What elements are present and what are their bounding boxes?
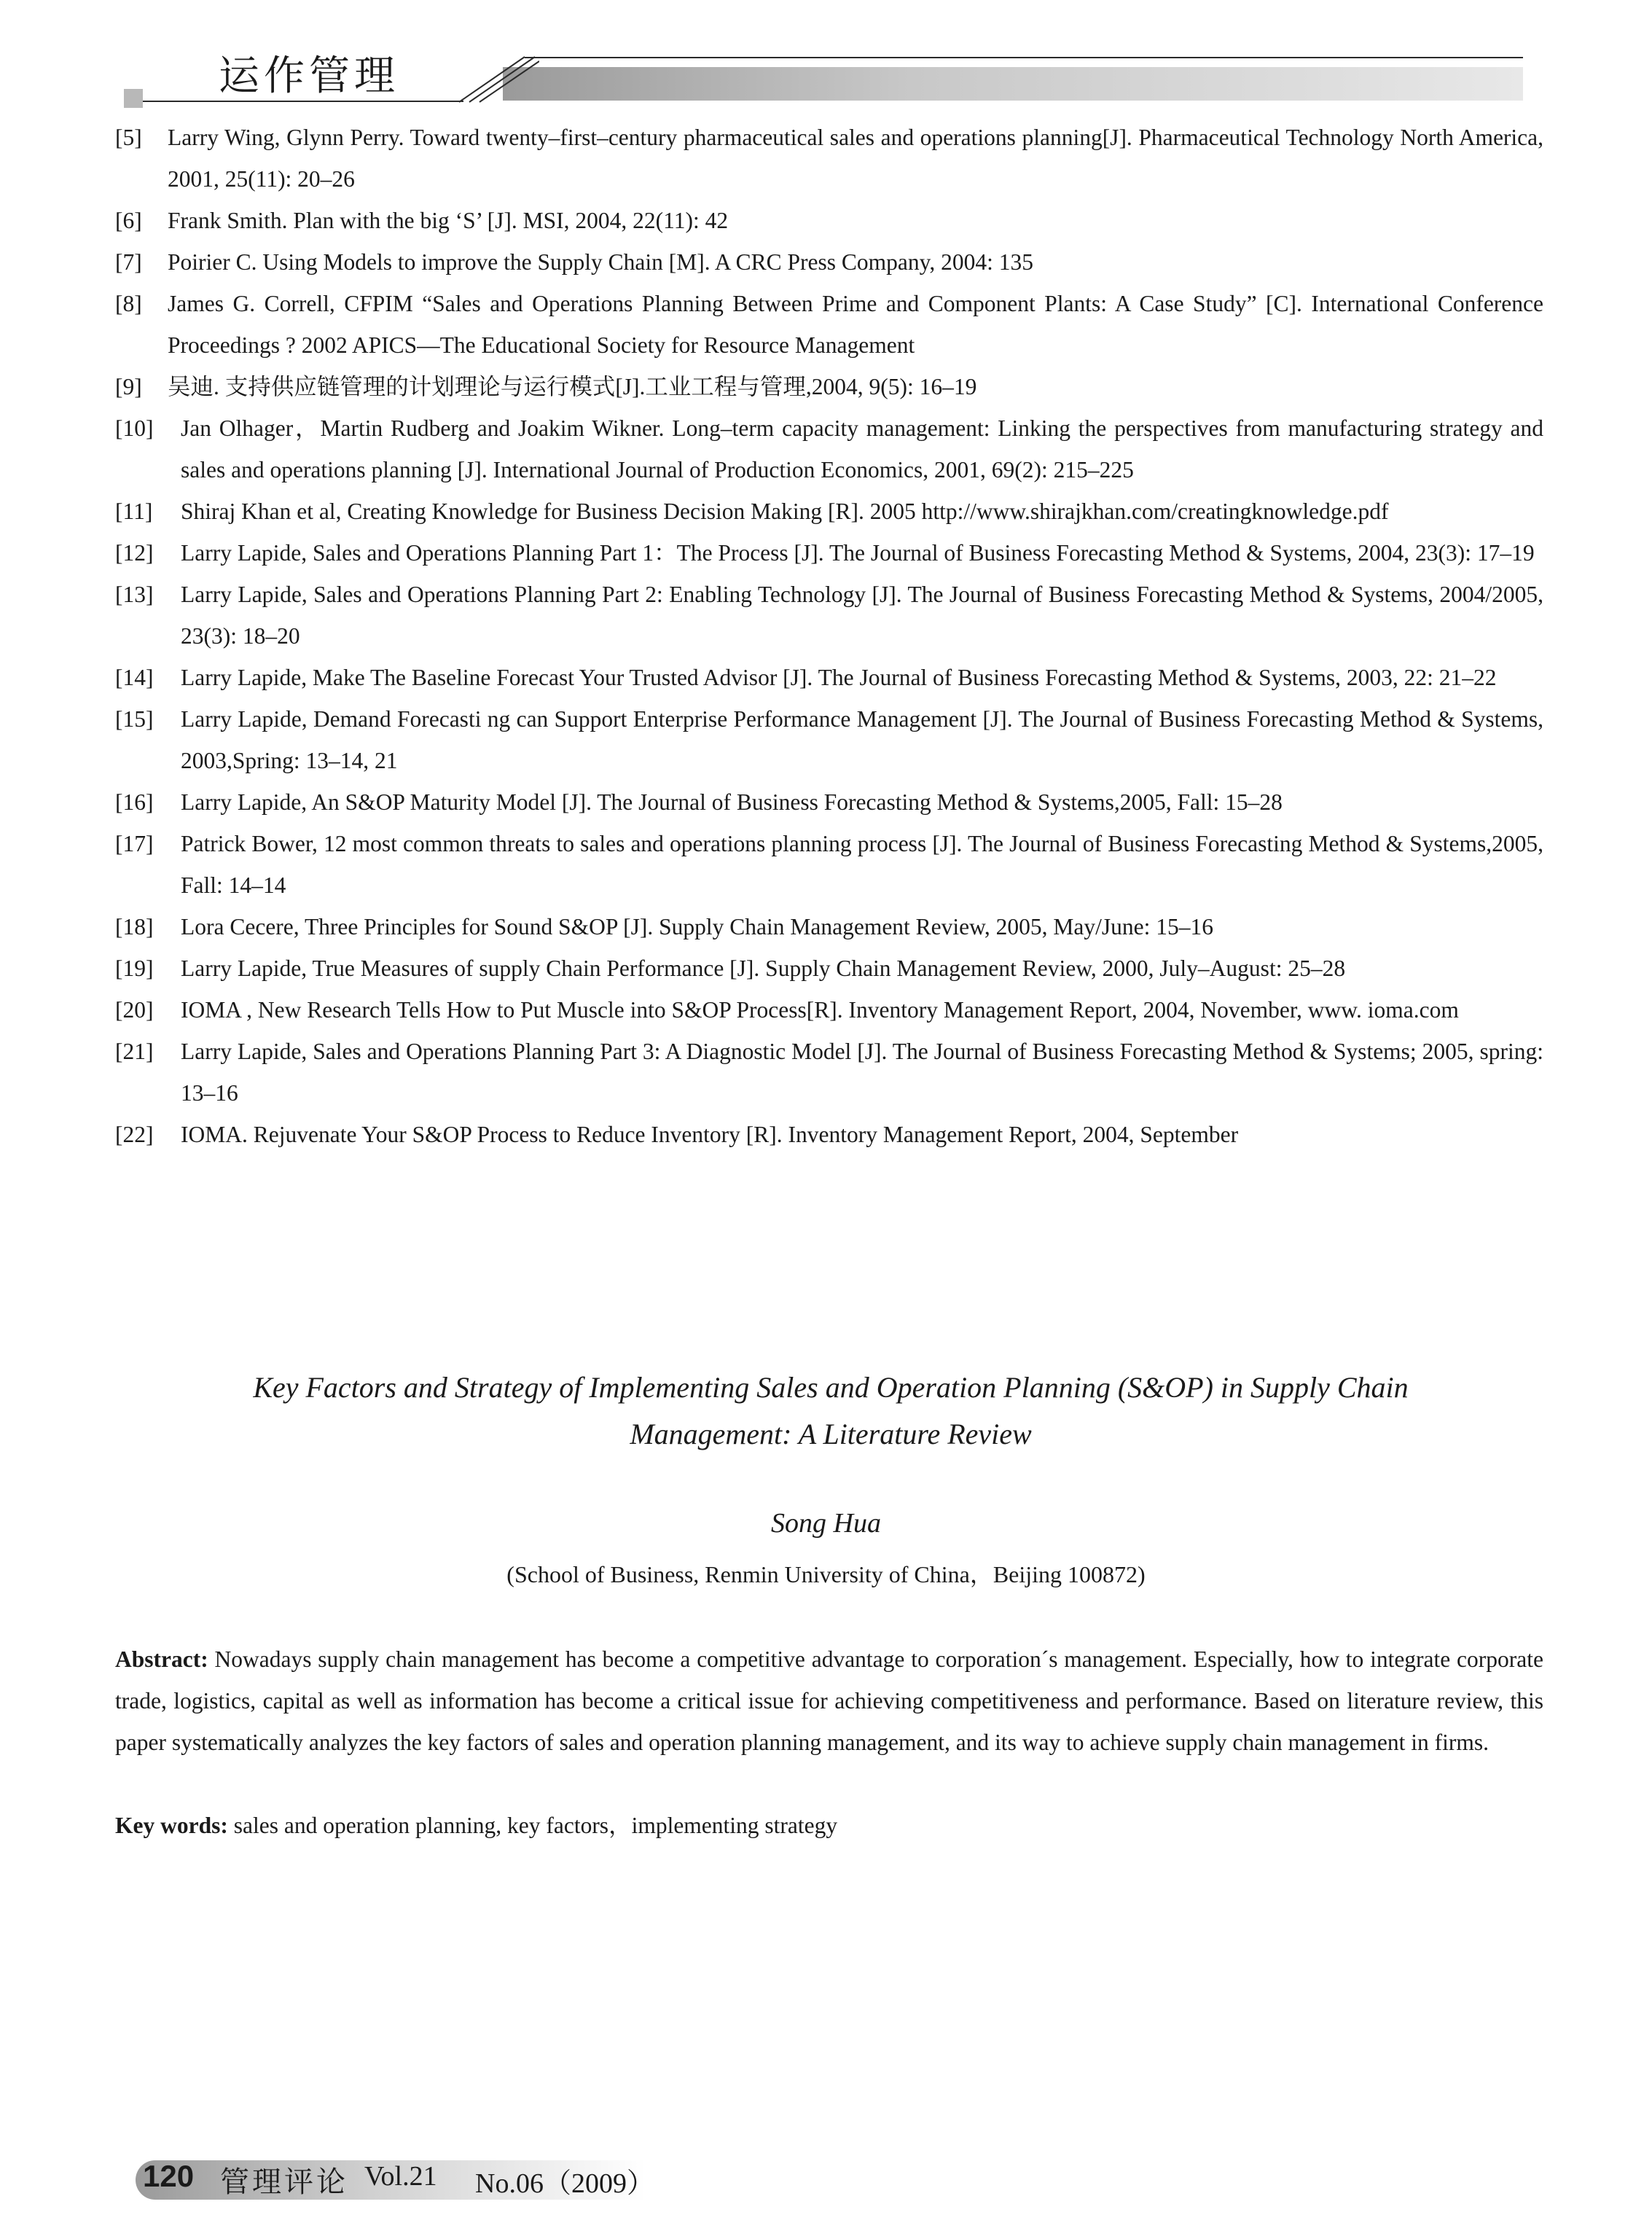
reference-item (115, 1031, 1543, 1114)
reference-number: [14] (115, 665, 154, 690)
reference-number: [19] (115, 956, 154, 981)
reference-number: [5] (115, 125, 142, 150)
reference-text: Larry Lapide, An S&OP Maturity Model [J]. The Journal of Business Forecasting Method & Systems,2005, Fall: 15–28 (181, 789, 1283, 815)
reference-text: Poirier C. Using Models to improve the Supply Chain [M]. A CRC Press Company, 2004: 135 (168, 249, 1033, 275)
reference-item (115, 117, 1543, 200)
reference-item (115, 781, 1543, 823)
reference-item (115, 1114, 1543, 1155)
reference-item (115, 491, 1543, 532)
header-gradient-bar (503, 67, 1523, 101)
reference-number: [13] (115, 582, 154, 607)
abstract-label: Abstract: (115, 1646, 215, 1672)
reference-number: [8] (115, 291, 142, 316)
reference-number: [20] (115, 997, 154, 1023)
page-footer (0, 2150, 1652, 2208)
reference-item (115, 823, 1543, 906)
page-number: 120 (143, 2159, 195, 2193)
journal-volume: Vol.21 (364, 2161, 437, 2192)
keywords-text: sales and operation planning, key factors，implementing strategy (233, 1813, 838, 1838)
reference-text: Frank Smith. Plan with the big ‘S’ [J]. MSI, 2004, 22(11): 42 (168, 208, 729, 233)
reference-number: [22] (115, 1122, 154, 1147)
reference-item (115, 407, 1543, 491)
reference-number: [6] (115, 208, 142, 233)
reference-item (115, 574, 1543, 657)
reference-number: [11] (115, 499, 153, 524)
reference-item (115, 948, 1543, 989)
reference-number: [18] (115, 914, 154, 939)
header-marker (124, 89, 143, 108)
reference-text: Larry Lapide, True Measures of supply Chain Performance [J]. Supply Chain Management Review, 2000, July–August: 25–28 (181, 956, 1346, 981)
reference-number: [21] (115, 1039, 154, 1064)
reference-text: IOMA. Rejuvenate Your S&OP Process to Reduce Inventory [R]. Inventory Management Report, 2004, September (181, 1122, 1239, 1147)
reference-item (115, 366, 1543, 407)
section-title: 运作管理 (219, 52, 399, 100)
reference-list (115, 117, 1543, 1155)
author-name: Song Hua (771, 1508, 881, 1539)
reference-item (115, 532, 1543, 574)
author-affiliation: (School of Business, Renmin University of China，Beijing 100872) (506, 1561, 1146, 1587)
reference-text: Patrick Bower, 12 most common threats to sales and operations planning process [J]. The Journal of Business Forecasting Method & Systems,2005, Fall: 14–14 (181, 831, 1543, 898)
reference-item (115, 906, 1543, 948)
reference-text: IOMA , New Research Tells How to Put Muscle into S&OP Process[R]. Inventory Management Report, 2004, November, www. ioma.com (181, 997, 1459, 1023)
keywords-label: Key words: (115, 1813, 234, 1838)
reference-text: Lora Cecere, Three Principles for Sound S&OP [J]. Supply Chain Management Review, 2005, May/June: 15–16 (181, 914, 1213, 939)
page-header (0, 0, 1652, 117)
english-title-line: Management: A Literature Review (630, 1418, 1032, 1450)
english-title-line: Key Factors and Strategy of Implementing Sales and Operation Planning (S&OP) in Supply Chain (253, 1371, 1409, 1404)
reference-item (115, 241, 1543, 283)
reference-number: [15] (115, 706, 154, 732)
abstract-text: Nowadays supply chain management has become a competitive advantage to corporation´s management. Especially, how to integrate corporate trade, logistics, capital as well as information has become a critical issue for achieving competitiveness and performance. Based on literature review, this paper systematically analyzes the key factors of sales and operation planning management, and its way to achieve supply chain management in firms. (115, 1646, 1543, 1755)
reference-text: Jan Olhager，Martin Rudberg and Joakim Wikner. Long–term capacity management: Linking the perspectives from manufacturing strategy and sales and operations planning [J]. International Journal of Production Economics, 2001, 69(2): 215–225 (181, 415, 1543, 482)
reference-text: Larry Lapide, Sales and Operations Planning Part 1：The Process [J]. The Journal of Business Forecasting Method & Systems, 2004, 23(3): 17–19 (181, 540, 1535, 566)
reference-text: 吴迪. 支持供应链管理的计划理论与运行模式[J].工业工程与管理,2004, 9(5): 16–19 (168, 374, 977, 399)
reference-item (115, 989, 1543, 1031)
english-title (189, 1364, 1472, 1458)
reference-text: Larry Lapide, Sales and Operations Planning Part 2: Enabling Technology [J]. The Journal of Business Forecasting Method & Systems, 2004/2005, 23(3): 18–20 (181, 582, 1543, 649)
header-rule-top (525, 57, 1523, 58)
reference-item (115, 698, 1543, 781)
abstract (115, 1638, 1543, 1763)
reference-number: [7] (115, 249, 142, 275)
header-slash-ornament (459, 55, 539, 103)
reference-item (115, 283, 1543, 366)
keywords (115, 1805, 1543, 1846)
reference-item (115, 657, 1543, 698)
reference-text: James G. Correll, CFPIM “Sales and Operations Planning Between Prime and Component Plants: A Case Study” [C]. International Conference Proceedings ? 2002 APICS—The Educational Society for Resource Management (168, 291, 1543, 358)
reference-number: [17] (115, 831, 154, 856)
reference-text: Shiraj Khan et al, Creating Knowledge for Business Decision Making [R]. 2005 http://www.shirajkhan.com/creatingknowledge.pdf (181, 499, 1389, 524)
reference-text: Larry Lapide, Sales and Operations Planning Part 3: A Diagnostic Model [J]. The Journal of Business Forecasting Method & Systems; 2005, spring: 13–16 (181, 1039, 1543, 1106)
reference-number: [12] (115, 540, 154, 566)
reference-text: Larry Lapide, Make The Baseline Forecast Your Trusted Advisor [J]. The Journal of Business Forecasting Method & Systems, 2003, 22: 21–22 (181, 665, 1497, 690)
journal-issue: No.06（2009） (475, 2168, 654, 2199)
journal-name: 管理评论 (220, 2165, 348, 2199)
reference-number: [10] (115, 415, 154, 441)
reference-text: Larry Wing, Glynn Perry. Toward twenty–first–century pharmaceutical sales and operations planning[J]. Pharmaceutical Technology North America, 2001, 25(11): 20–26 (168, 125, 1543, 192)
reference-item (115, 200, 1543, 241)
reference-number: [9] (115, 374, 142, 399)
reference-text: Larry Lapide, Demand Forecasti ng can Support Enterprise Performance Management [J]. The Journal of Business Forecasting Method & Systems, 2003,Spring: 13–14, 21 (181, 706, 1543, 773)
reference-number: [16] (115, 789, 154, 815)
